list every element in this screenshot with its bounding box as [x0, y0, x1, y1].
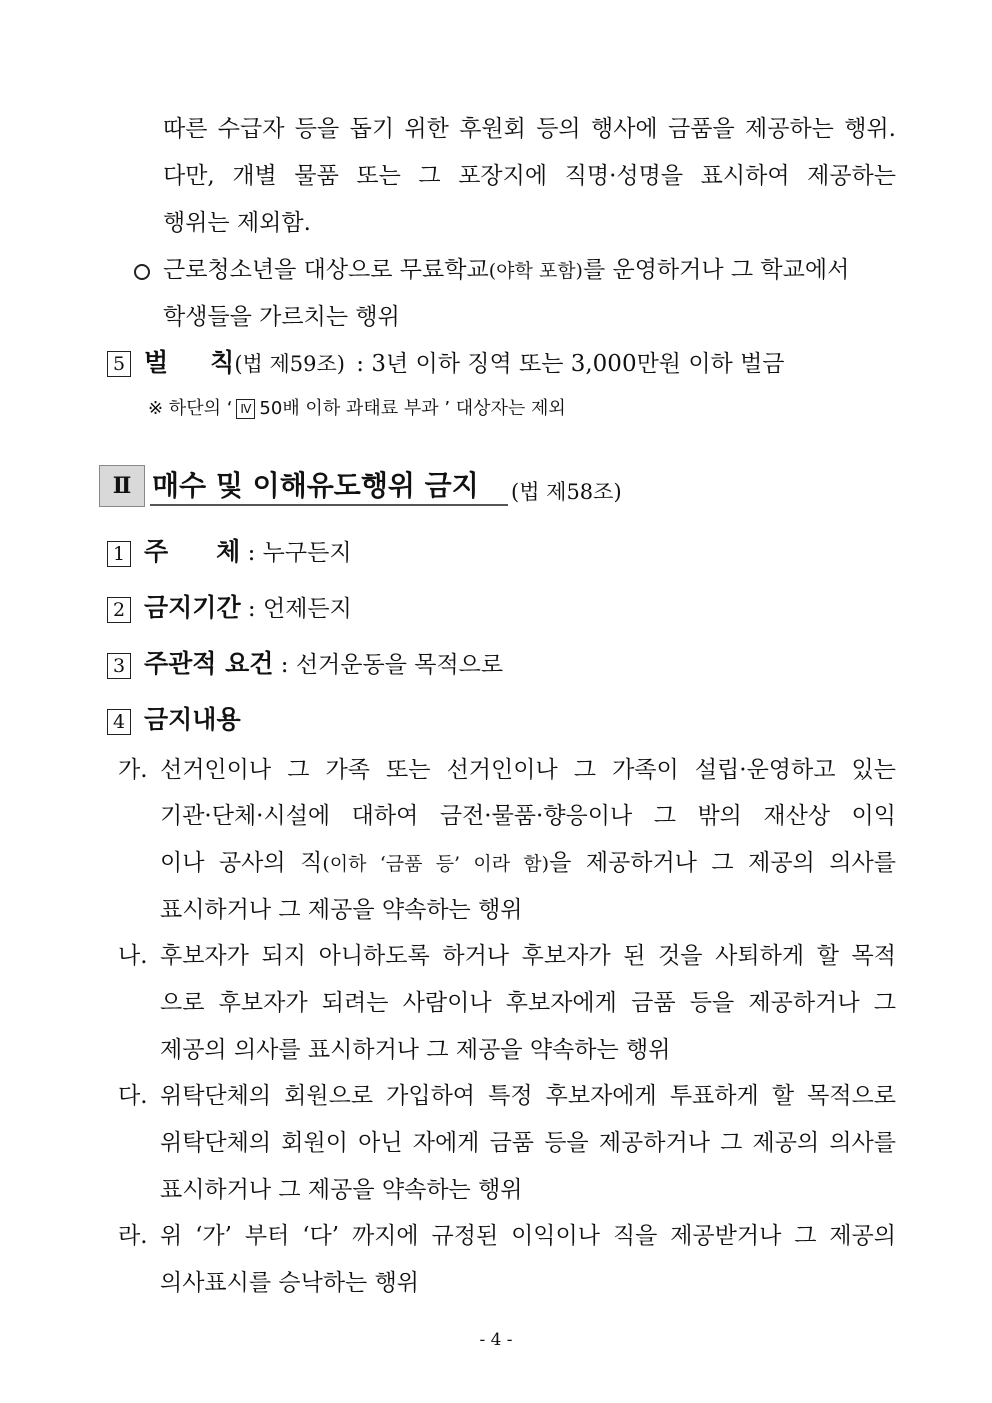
section-ref: (법 제58조): [511, 480, 622, 504]
intro-line-3: 행위는 제외함.: [163, 210, 311, 236]
bullet-text-a: 근로청소년을 대상으로 무료학교: [163, 257, 489, 283]
ga-line-4: 표시하거나 그 제공을 약속하는 행위: [160, 897, 523, 923]
da-line-2: 위탁단체의 회원이 아닌 자에게 금품 등을 제공하거나 그 제공의 의사를: [160, 1130, 896, 1156]
ga-line-1: 선거인이나 그 가족 또는 선거인이나 그 가족이 설립·운영하고 있는: [160, 757, 896, 783]
intro-line-1: 따른 수급자 등을 돕기 위한 후원회 등의 행사에 금품을 제공하는 행위.: [163, 116, 896, 142]
na-line-1: 후보자가 되지 아니하도록 하거나 후보자가 된 것을 사퇴하게 할 목적: [160, 943, 896, 969]
item-5-line: [144, 348, 785, 379]
item-2-label: 금지기간: [144, 593, 241, 622]
da-line-3: 표시하거나 그 제공을 약속하는 행위: [160, 1177, 523, 1203]
note-suffix: 50배 이하 과태료 부과 ’ 대상자는 제외: [259, 398, 566, 419]
item-5-ref: (법 제59조): [234, 352, 345, 376]
circle-bullet-icon: [134, 264, 150, 280]
ga-line-3c: 을 제공하거나 그 제공의 의사를: [549, 850, 896, 876]
item-5-label-a: 벌: [144, 348, 169, 377]
note-prefix: ※ 하단의 ‘: [148, 398, 233, 419]
ga-line-2: 기관·단체·시설에 대하여 금전·물품·향응이나 그 밖의 재산상 이익: [160, 803, 896, 829]
na-line-3: 제공의 의사를 표시하거나 그 제공을 약속하는 행위: [160, 1037, 671, 1063]
item-3-text: : 선거운동을 목적으로: [280, 652, 504, 678]
bullet-line-1: [163, 255, 896, 286]
ga-line-3: [160, 848, 896, 879]
ra-line-1: 위 ‘가’ 부터 ‘다’ 까지에 규정된 이익이나 직을 제공받거나 그 제공의: [160, 1223, 896, 1249]
item-2-number-box: 2: [107, 597, 131, 623]
item-4-label: 금지내용: [144, 705, 241, 734]
section-title: 매수 및 이해유도행위 금지: [152, 469, 479, 502]
section-underline: [150, 504, 508, 506]
item-5-number-box: 5: [107, 351, 131, 377]
bullet-text-c: 를 운영하거나 그 학교에서: [582, 257, 850, 283]
da-marker: 다.: [118, 1083, 148, 1109]
item-4-line: [144, 705, 241, 736]
bullet-text-paren: (야학 포함): [488, 260, 583, 282]
item-3-label: 주관적 요건: [144, 649, 274, 678]
ra-marker: 라.: [118, 1223, 148, 1249]
item-5-text: : 3년 이하 징역 또는 3,000만원 이하 벌금: [356, 351, 785, 377]
item-3-line: [144, 649, 503, 680]
item-1-label-b: 체: [216, 537, 241, 566]
ga-line-3a: 이나 공사의 직: [160, 850, 323, 876]
da-line-1: 위탁단체의 회원으로 가입하여 특정 후보자에게 투표하게 할 목적으로: [160, 1083, 896, 1109]
item-5-label-b: 칙: [210, 348, 235, 377]
na-marker: 나.: [118, 943, 148, 969]
ra-line-2: 의사표시를 승낙하는 행위: [160, 1270, 420, 1296]
item-1-line: [144, 537, 352, 568]
intro-line-2: 다만, 개별 물품 또는 그 포장지에 직명·성명을 표시하여 제공하는: [163, 163, 896, 189]
item-1-text: : 누구든지: [247, 540, 352, 566]
page-number: - 4 -: [479, 1330, 513, 1350]
note-roman-box: Ⅳ: [236, 399, 255, 419]
note-line: [148, 394, 566, 424]
item-3-number-box: 3: [107, 653, 131, 679]
na-line-2: 으로 후보자가 되려는 사람이나 후보자에게 금품 등을 제공하거나 그: [160, 990, 896, 1016]
ga-line-3-paren: (이하 ‘금품 등’ 이라 함): [322, 853, 550, 875]
section-roman-box: Ⅱ: [99, 465, 145, 507]
item-4-number-box: 4: [107, 709, 131, 735]
ga-marker: 가.: [118, 757, 148, 783]
item-2-line: [144, 593, 352, 624]
bullet-line-2: 학생들을 가르치는 행위: [163, 304, 400, 330]
item-2-text: : 언제든지: [247, 596, 352, 622]
item-1-label-a: 주: [144, 537, 169, 566]
item-1-number-box: 1: [107, 541, 131, 567]
